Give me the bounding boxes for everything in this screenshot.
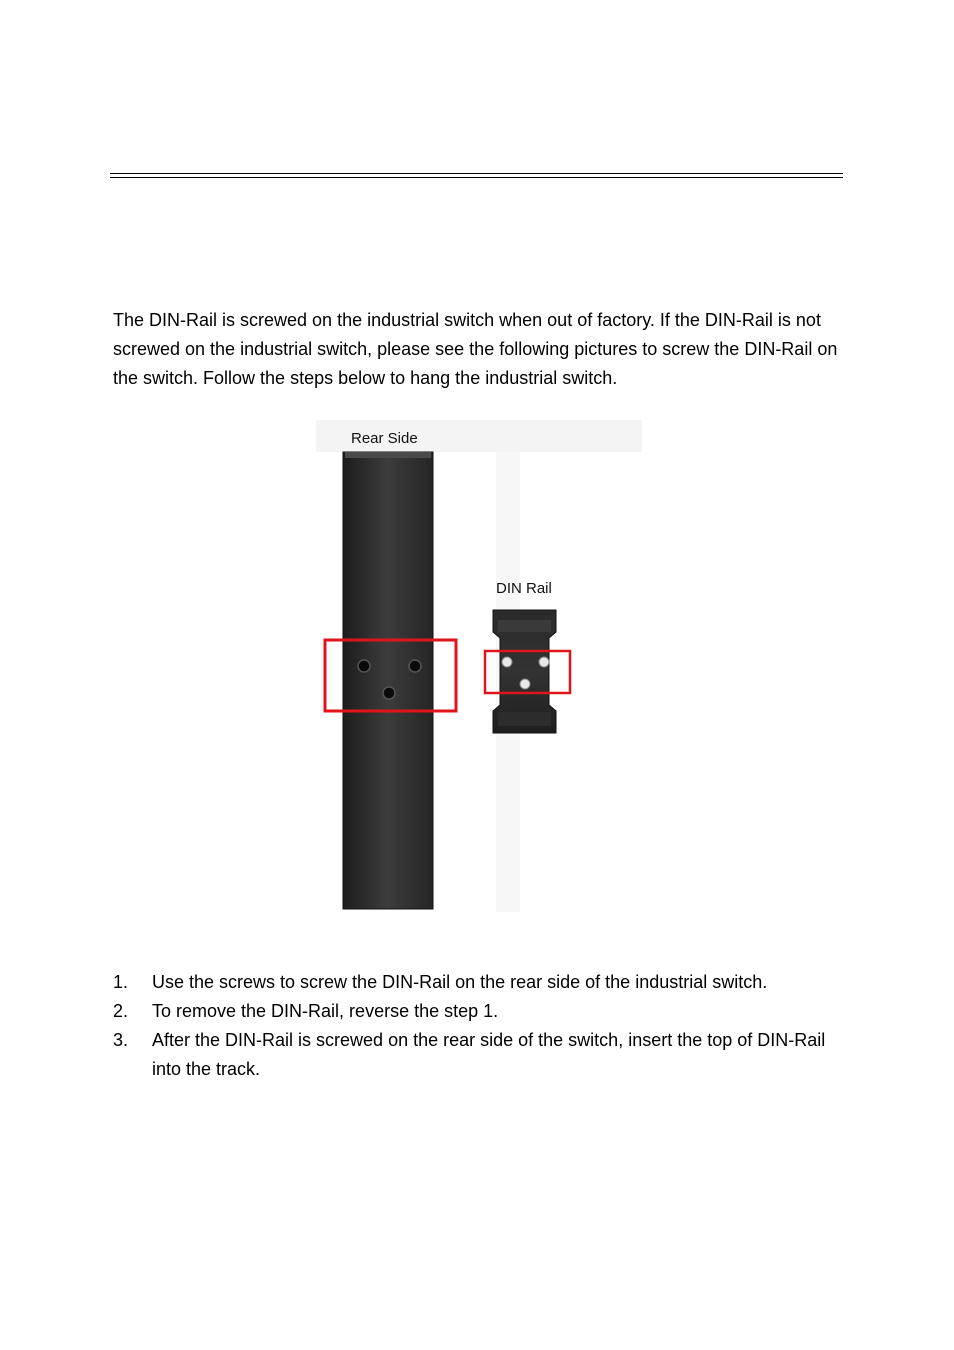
clip-screw-hole [539, 657, 549, 667]
list-item [113, 1026, 843, 1084]
header-rule-bottom [110, 177, 843, 178]
intro-paragraph: The DIN-Rail is screwed on the industrial switch when out of factory. If the DIN-Rail is not screwed on the industrial switch, please see the following pictures to screw the DIN-Rail on the switch. Follow the steps below to hang the industrial switch. [113, 310, 838, 388]
switch-screw-hole [383, 687, 395, 699]
switch-screw-hole [358, 660, 370, 672]
header-rule-top [110, 173, 843, 174]
step-number: 3. [113, 1030, 129, 1050]
instruction-steps [113, 968, 843, 1084]
list-item [113, 968, 843, 997]
clip-screw-hole [520, 679, 530, 689]
rear-side-label: Rear Side [351, 430, 418, 447]
step-text: To remove the DIN-Rail, reverse the step 1. [152, 1001, 499, 1021]
switch-screw-hole [409, 660, 421, 672]
step-number: 2. [113, 1001, 129, 1021]
step-text: After the DIN-Rail is screwed on the rear side of the switch, insert the top of DIN-Rail into the track. [152, 1030, 826, 1079]
clip-screw-hole [502, 657, 512, 667]
din-rail-figure [316, 420, 642, 915]
step-text: Use the screws to screw the DIN-Rail on the rear side of the industrial switch. [152, 972, 768, 992]
din-rail-illustration [316, 420, 642, 915]
din-rail-label: DIN Rail [496, 580, 552, 597]
switch-rear-body [343, 452, 433, 909]
step-number: 1. [113, 972, 129, 992]
list-item [113, 997, 843, 1026]
